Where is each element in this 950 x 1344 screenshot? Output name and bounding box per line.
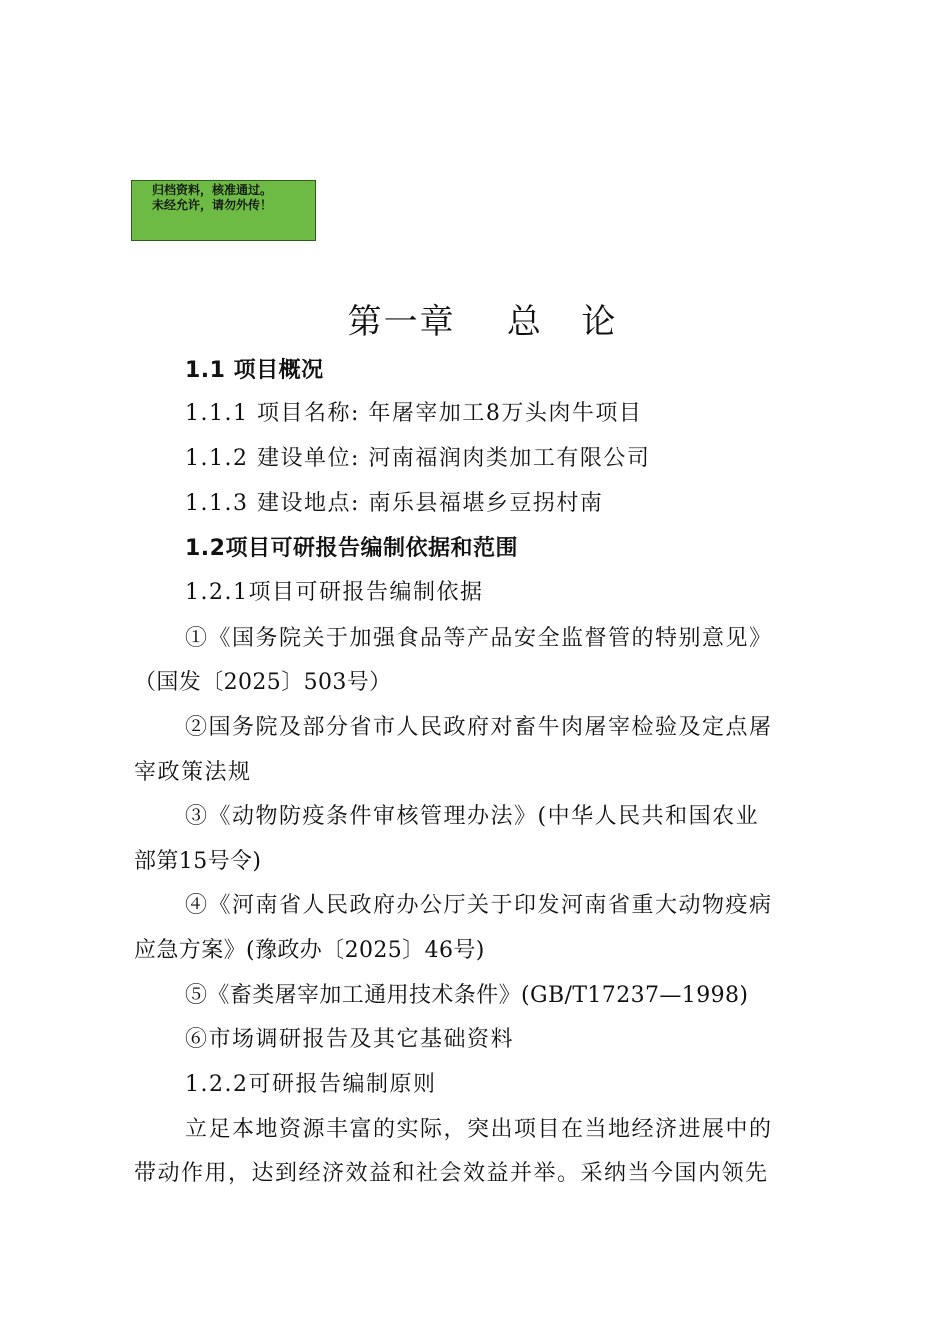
- basis-item-4-cont: 应急方案》(豫政办〔2025〕46号): [134, 938, 485, 963]
- archive-stamp: [131, 180, 316, 241]
- principle-paragraph-line-2: 带动作用，达到经济效益和社会效益并举。采纳当今国内领先: [134, 1161, 769, 1186]
- basis-item-6: ⑥市场调研报告及其它基础资料: [185, 1027, 515, 1052]
- basis-item-2-cont: 宰政策法规: [134, 760, 252, 785]
- basis-item-3-cont: 部第15号令): [134, 849, 262, 874]
- principle-paragraph-line-1: 立足本地资源丰富的实际，突出项目在当地经济进展中的: [185, 1117, 773, 1142]
- basis-item-5: ⑤《畜类屠宰加工通用技术条件》(GB/T17237—1998): [185, 983, 749, 1008]
- chapter-title: 第一章 总 论: [347, 302, 618, 342]
- section-heading-1-1: 1.1 项目概况: [185, 358, 324, 383]
- basis-item-3: ③《动物防疫条件审核管理办法》(中华人民共和国农业: [185, 804, 760, 829]
- construction-site-line: 1.1.3 建设地点: 南乐县福堪乡豆拐村南: [185, 491, 604, 516]
- section-heading-1-2: 1.2项目可研报告编制依据和范围: [185, 536, 518, 561]
- subsection-heading-1-2-1: 1.2.1项目可研报告编制依据: [185, 580, 484, 605]
- basis-item-1: ①《国务院关于加强食品等产品安全监督管的特别意见》: [185, 626, 773, 651]
- stamp-line-1: 归档资料，核准通过。: [152, 183, 273, 197]
- basis-item-4: ④《河南省人民政府办公厅关于印发河南省重大动物疫病: [185, 893, 773, 918]
- subsection-heading-1-2-2: 1.2.2可研报告编制原则: [185, 1072, 437, 1097]
- project-name-line: 1.1.1 项目名称: 年屠宰加工8万头肉牛项目: [185, 401, 643, 426]
- construction-unit-line: 1.1.2 建设单位: 河南福润肉类加工有限公司: [185, 446, 651, 471]
- basis-item-1-cont: （国发〔2025〕503号）: [134, 670, 392, 695]
- stamp-line-2: 未经允许，请勿外传！: [152, 198, 273, 212]
- basis-item-2: ②国务院及部分省市人民政府对畜牛肉屠宰检验及定点屠: [185, 715, 773, 740]
